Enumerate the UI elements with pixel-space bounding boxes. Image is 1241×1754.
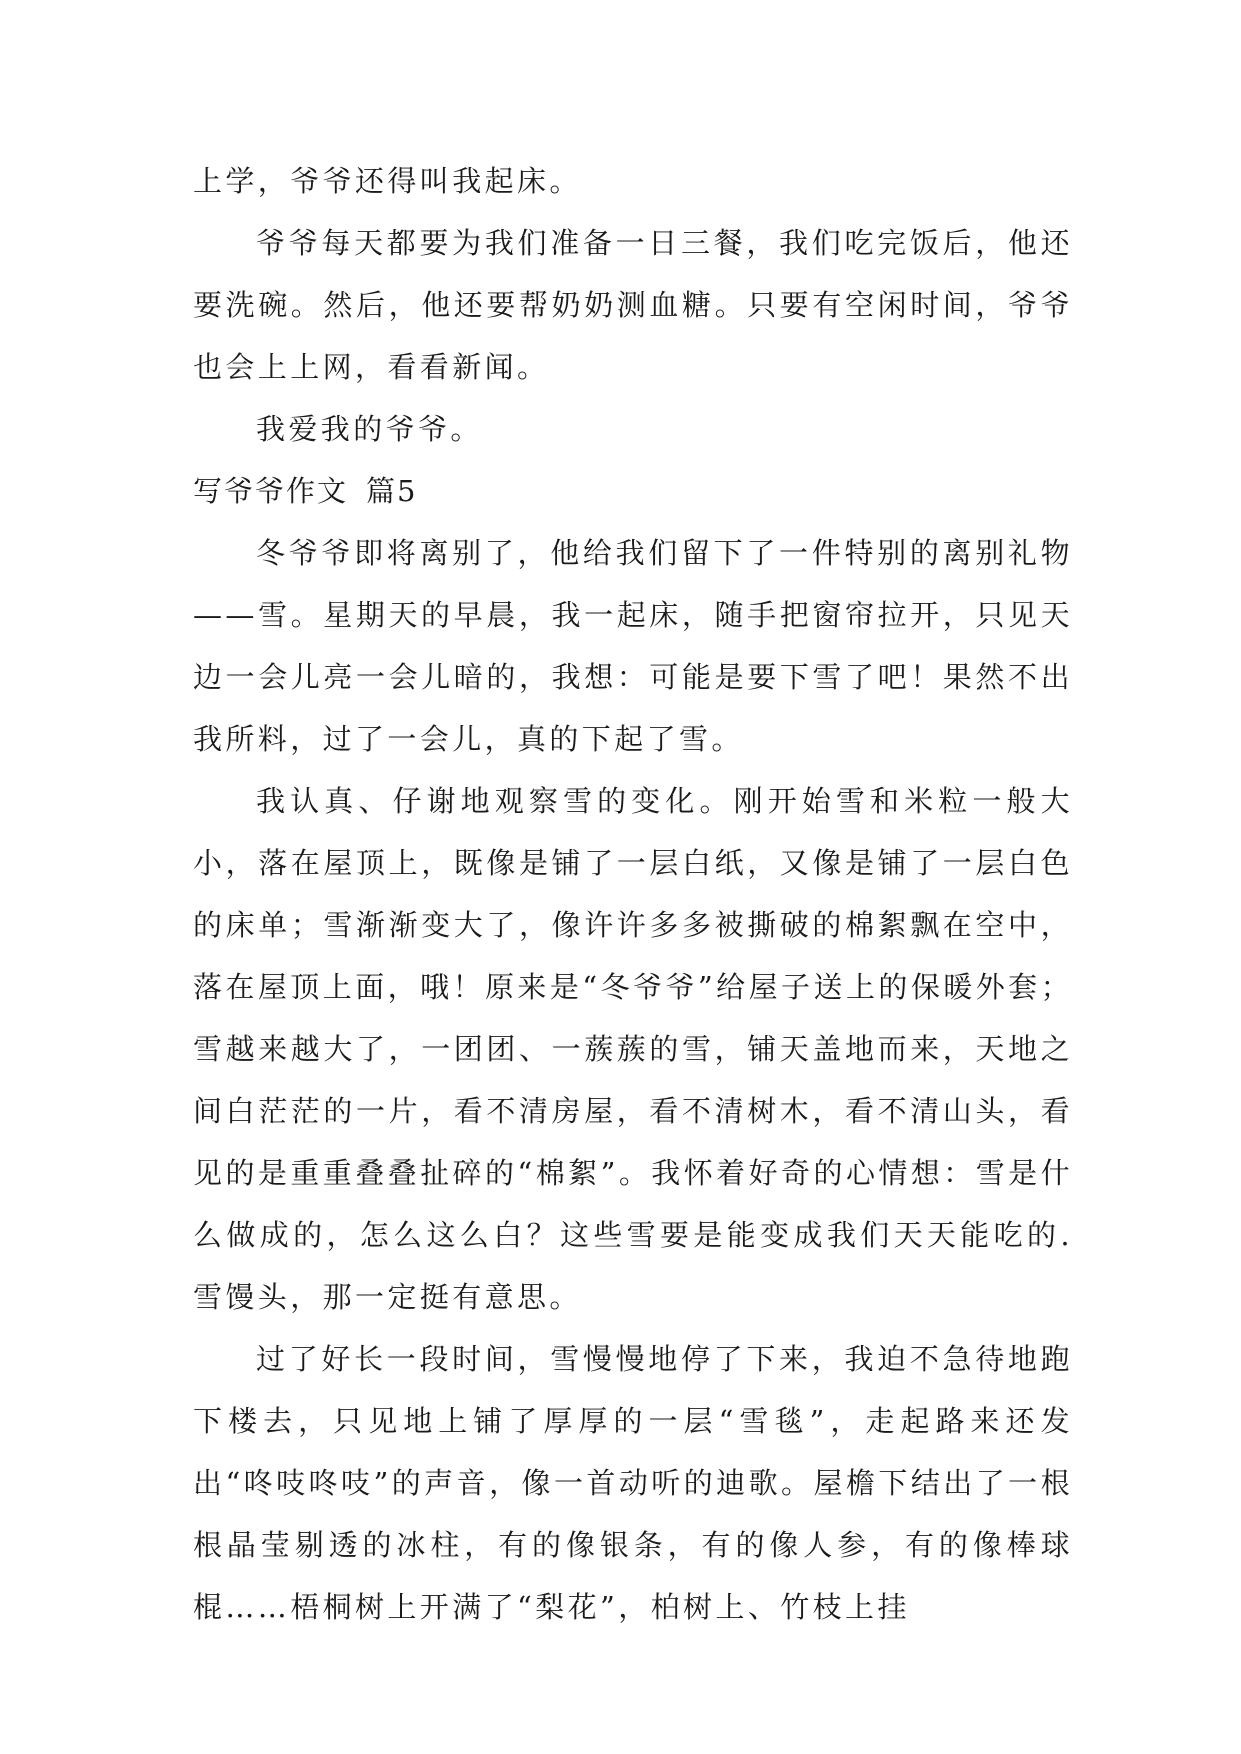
paragraph: 冬爷爷即将离别了，他给我们留下了一件特别的离别礼物——雪。星期天的早晨，我一起床，随手把窗帘拉开，只见天边一会儿亮一会儿暗的，我想：可能是要下雪了吧！果然不出我所料，过了一会儿，真的下起了雪。 xyxy=(193,536,1073,756)
section-number: 篇5 xyxy=(366,474,418,508)
document-body xyxy=(193,150,1073,1638)
section-title: 写爷爷作文 xyxy=(193,474,349,508)
paragraph: 我认真、仔谢地观察雪的变化。刚开始雪和米粒一般大小，落在屋顶上，既像是铺了一层白纸，又像是铺了一层白色的床单；雪渐渐变大了，像许许多多被撕破的棉絮飘在空中，落在屋顶上面，哦！原来是“冬爷爷”给屋子送上的保暖外套；雪越来越大了，一团团、一蔟蔟的雪，铺天盖地而来，天地之间白茫茫的一片，看不清房屋，看不清树木，看不清山头，看见的是重重叠叠扯碎的“棉絮”。我怀着好奇的心情想：雪是什么做成的，怎么这么白？这些雪要是能变成我们天天能吃的.雪馒头，那一定挺有意思。 xyxy=(193,784,1073,1314)
paragraph: 我爱我的爷爷。 xyxy=(256,412,483,446)
paragraph: 爷爷每天都要为我们准备一日三餐，我们吃完饭后，他还要洗碗。然后，他还要帮奶奶测血糖。只要有空闲时间，爷爷也会上上网，看看新闻。 xyxy=(193,226,1073,384)
section-heading xyxy=(193,460,1073,522)
paragraph: 过了好长一段时间，雪慢慢地停了下来，我迫不急待地跑下楼去，只见地上铺了厚厚的一层“雪毯”，走起路来还发出“咚吱咚吱”的声音，像一首动听的迪歌。屋檐下结出了一根根晶莹剔透的冰柱，有的像银条，有的像人参，有的像棒球棍……梧桐树上开满了“梨花”，柏树上、竹枝上挂 xyxy=(193,1342,1073,1624)
paragraph-continuation: 上学，爷爷还得叫我起床。 xyxy=(193,164,582,198)
